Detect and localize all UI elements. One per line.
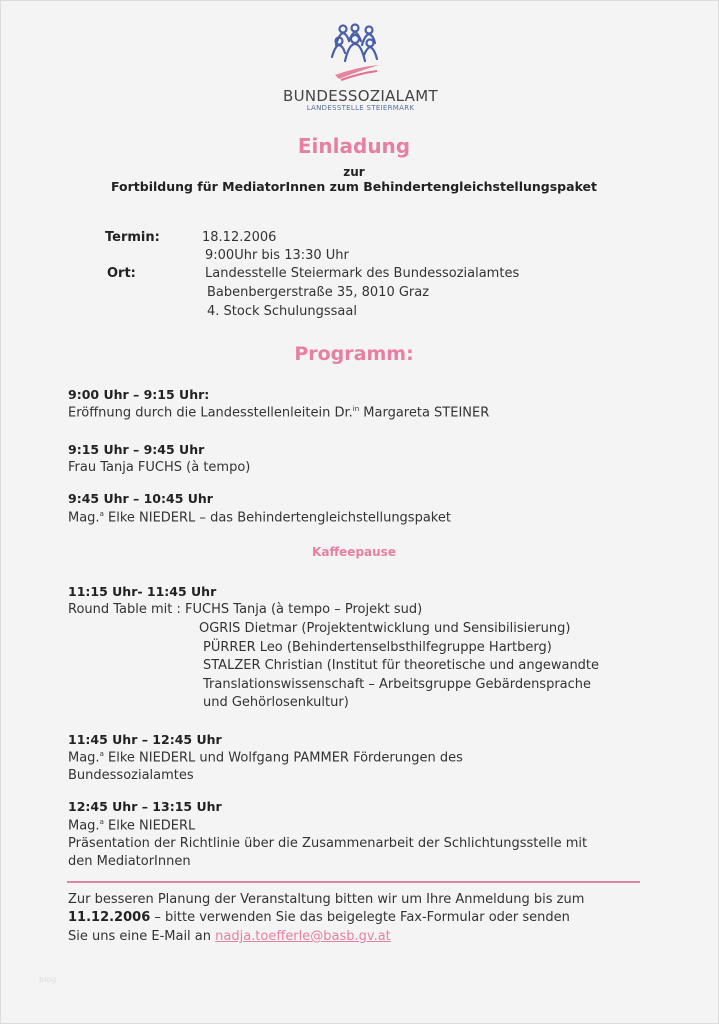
registration-deadline-line: 11.12.2006 – bitte verwenden Sie das beigelegte Fax-Formular oder senden (68, 910, 570, 925)
program-description: Bundessozialamtes (68, 768, 194, 783)
document-title: Einladung (297, 134, 411, 158)
round-table-participant: und Gehörlosenkultur) (203, 695, 349, 710)
program-description: Mag.$^a$ Elke NIEDERL – das Behindertengleichstellungspaket (68, 510, 451, 526)
termin-label: Termin: (105, 230, 160, 245)
program-time: 9:45 Uhr – 10:45 Uhr (68, 491, 213, 506)
program-time: 12:45 Uhr – 13:15 Uhr (68, 799, 222, 814)
watermark: blog (39, 975, 57, 984)
program-description: Mag.$^a$ Elke NIEDERL (68, 818, 196, 834)
round-table-first-line: Round Table mit : FUCHS Tanja (à tempo – Projekt sud) (68, 602, 423, 617)
program-description: Präsentation der Richtlinie über die Zusammenarbeit der Schlichtungsstelle mit (68, 836, 588, 851)
round-table-participant: PÜRRER Leo (Behindertenselbsthilfegruppe Hartberg) (203, 640, 552, 655)
program-description: Mag.$^a$ Elke NIEDERL und Wolfgang PAMMER Förderungen des (68, 750, 463, 766)
round-table-participant: Translationswissenschaft – Arbeitsgruppe Gebärdensprache (203, 677, 592, 692)
termin-time: 9:00Uhr bis 13:30 Uhr (205, 248, 349, 263)
program-time: 11:15 Uhr- 11:45 Uhr (68, 584, 217, 599)
ort-line: 4. Stock Schulungssaal (207, 304, 357, 319)
program-heading: Programm: (294, 343, 414, 365)
coffee-break-label: Kaffeepause (312, 545, 396, 559)
round-table-participant: OGRIS Dietmar (Projektentwicklung und Sensibilisierung) (199, 621, 571, 636)
program-description: Frau Tanja FUCHS (à tempo) (68, 460, 251, 475)
registration-note: Zur besseren Planung der Veranstaltung bitten wir um Ihre Anmeldung bis zum (68, 892, 585, 907)
document-subtitle: Fortbildung für MediatorInnen zum Behindertengleichstellungspaket (110, 179, 597, 194)
organization-subtitle: LANDESSTELLE STEIERMARK (306, 104, 415, 112)
program-description: Eröffnung durch die Landesstellenleitein Dr.$^{in}$ Margareta STEINER (68, 405, 490, 421)
title-connector: zur (343, 165, 365, 179)
program-time: 9:15 Uhr – 9:45 Uhr (68, 442, 205, 457)
email-link[interactable]: nadja.toefferle@basb.gv.at (215, 929, 391, 944)
people-group-logo-icon (327, 23, 383, 83)
round-table-participant: STALZER Christian (Institut für theoretische und angewandte (203, 658, 600, 673)
program-time: 9:00 Uhr – 9:15 Uhr: (68, 387, 210, 402)
registration-deadline: 11.12.2006 (68, 910, 151, 925)
ort-line: Landesstelle Steiermark des Bundessozialamtes (205, 266, 520, 281)
registration-email-line: Sie uns eine E-Mail an nadja.toefferle@basb.gv.at (68, 929, 391, 944)
termin-date: 18.12.2006 (202, 230, 277, 245)
divider (67, 881, 640, 883)
ort-line: Babenbergerstraße 35, 8010 Graz (207, 285, 430, 300)
program-time: 11:45 Uhr – 12:45 Uhr (68, 732, 222, 747)
program-description: den MediatorInnen (68, 854, 191, 869)
ort-label: Ort: (107, 266, 136, 281)
organization-name: BUNDESSOZIALAMT (283, 87, 438, 105)
